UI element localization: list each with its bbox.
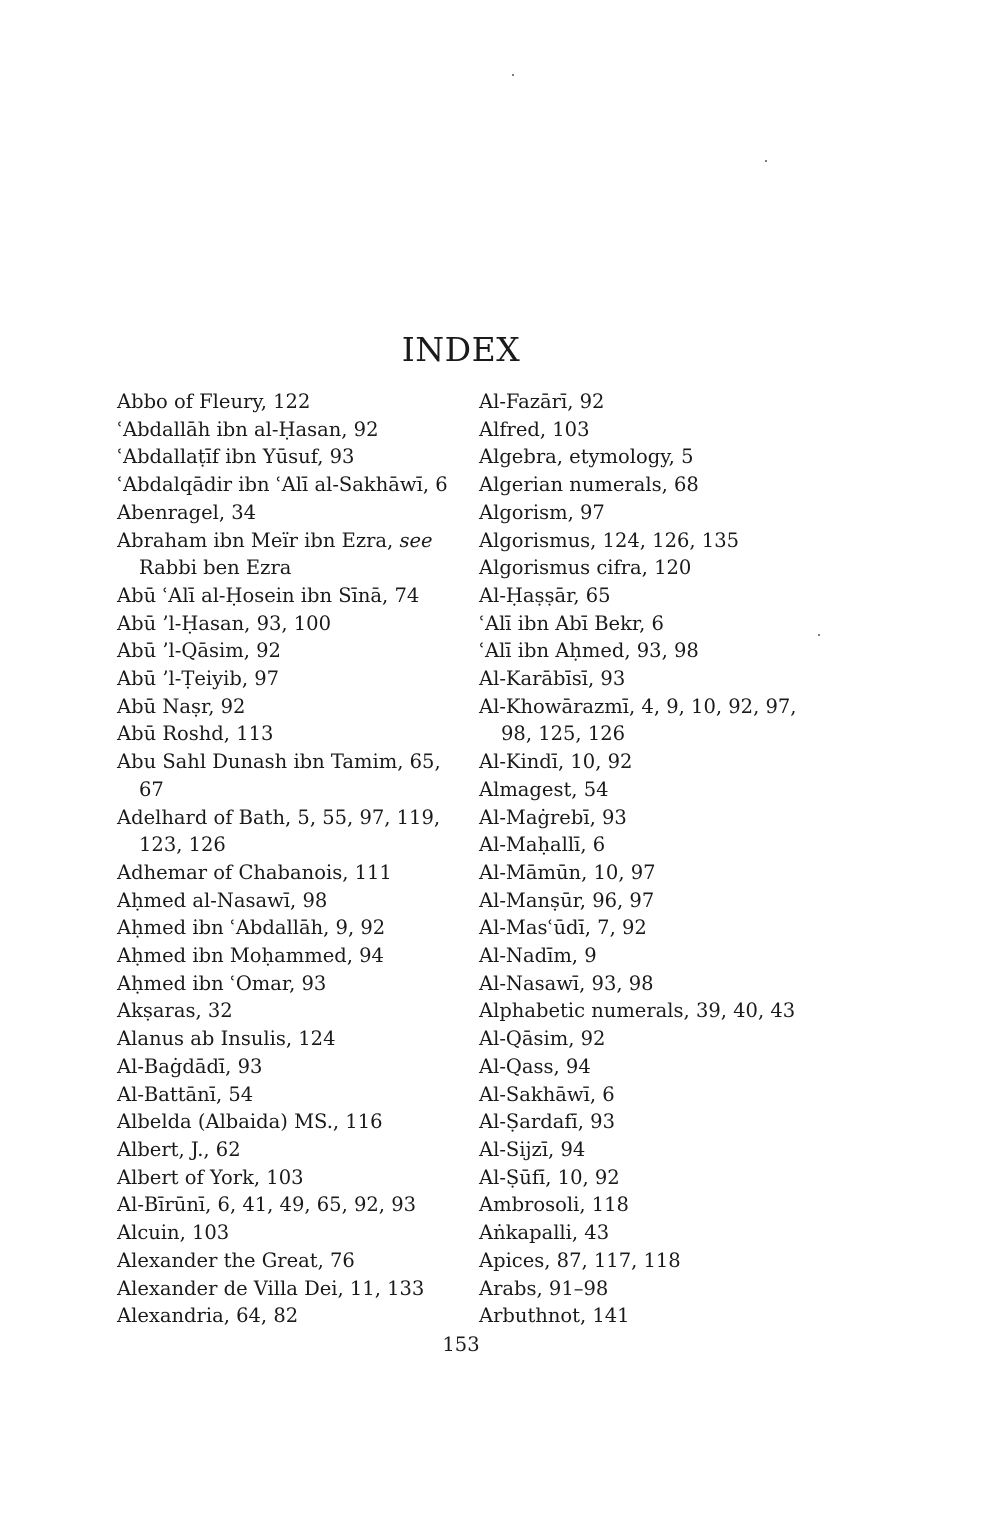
index-entry: Aḥmed ibn Moḥammed, 94 <box>117 944 384 968</box>
index-entry: Algorismus, 124, 126, 135 <box>479 528 740 552</box>
page-number: 153 <box>442 1333 480 1356</box>
index-entry: Al-Fazārī, 92 <box>479 390 605 413</box>
index-entry: ʿAlī ibn Abī Bekr, 6 <box>479 611 664 635</box>
index-entry: Almagest, 54 <box>479 777 609 801</box>
index-entry: Abū Roshd, 113 <box>117 722 274 746</box>
index-entry: Aḥmed ibn ʿAbdallāh, 9, 92 <box>117 916 386 940</box>
index-entry: Al-Qass, 94 <box>479 1054 591 1078</box>
index-entry: Al-Maḥallī, 6 <box>479 833 606 857</box>
index-entry: Abu Sahl Dunash ibn Tamim, 65, 67 <box>117 750 441 801</box>
index-entry: Abū ’l-Qāsim, 92 <box>117 639 281 663</box>
index-entry: Al-Baġdādī, 93 <box>117 1054 263 1078</box>
index-entry: Albelda (Albaida) MS., 116 <box>117 1110 383 1134</box>
index-entry: Aṅkapalli, 43 <box>479 1221 610 1245</box>
index-entry: Adhemar of Chabanois, 111 <box>117 860 392 884</box>
index-entry: ʿAlī ibn Aḥmed, 93, 98 <box>479 639 699 663</box>
index-entry: Alcuin, 103 <box>117 1221 230 1245</box>
index-entry: Al-Sijzī, 94 <box>479 1137 586 1161</box>
index-entry: Abū ʿAlī al-Ḥosein ibn Sīnā, 74 <box>117 583 420 607</box>
index-entry: Al-Ṣūfī, 10, 92 <box>479 1165 620 1189</box>
index-entry: Al-Kindī, 10, 92 <box>479 750 633 774</box>
index-entry: Arabs, 91–98 <box>479 1276 609 1300</box>
index-entry: Albert, J., 62 <box>117 1137 241 1161</box>
index-entry: Abraham ibn Meïr ibn Ezra, see Rabbi ben Ezra <box>117 528 433 580</box>
index-entry: Al-Maġrebī, 93 <box>479 805 627 829</box>
index-entry: Algebra, etymology, 5 <box>479 445 694 469</box>
index-entry: Aḥmed ibn ʿOmar, 93 <box>117 971 327 995</box>
index-entry: Arbuthnot, 141 <box>479 1304 630 1328</box>
index-entry: Al-Nasawī, 93, 98 <box>479 971 654 995</box>
index-entry: Al-Masʿūdī, 7, 92 <box>479 916 647 940</box>
index-column-left <box>117 388 455 1330</box>
index-entry: Alfred, 103 <box>479 417 590 441</box>
index-entry: Abenragel, 34 <box>117 500 257 524</box>
index-entry: Abū ’l-Ṭeiyib, 97 <box>117 667 280 691</box>
index-entry: Ambrosoli, 118 <box>479 1193 629 1217</box>
index-entry: Al-Khowārazmī, 4, 9, 10, 92, 97, 98, 125, 126 <box>479 694 797 746</box>
index-entry: Apices, 87, 117, 118 <box>479 1248 681 1272</box>
index-entry: Abū ’l-Ḥasan, 93, 100 <box>117 611 331 635</box>
index-entry: ʿAbdallāh ibn al-Ḥasan, 92 <box>117 417 379 441</box>
index-entry: Alexandria, 64, 82 <box>117 1304 299 1328</box>
index-entry: Alexander de Villa Dei, 11, 133 <box>117 1276 425 1300</box>
index-entry: Al-Bīrūnī, 6, 41, 49, 65, 92, 93 <box>117 1193 417 1217</box>
index-entry: Algorism, 97 <box>479 500 605 524</box>
index-entry: Al-Karābīsī, 93 <box>479 667 626 691</box>
index-entry: Alanus ab Insulis, 124 <box>117 1027 336 1051</box>
index-entry: Albert of York, 103 <box>117 1165 304 1189</box>
index-entry: Al-Sakhāwī, 6 <box>479 1082 615 1106</box>
index-entry: Al-Ḥaṣṣār, 65 <box>479 583 611 607</box>
index-entry: Aḥmed al-Nasawī, 98 <box>117 888 328 912</box>
index-entry: Akṣaras, 32 <box>117 999 233 1023</box>
index-entry: ʿAbdallaṭīf ibn Yūsuf, 93 <box>117 445 355 469</box>
index-entry: Al-Nadīm, 9 <box>479 944 597 968</box>
index-entry: Abbo of Fleury, 122 <box>117 390 311 413</box>
scan-speck <box>512 74 514 76</box>
index-heading: INDEX <box>401 330 521 370</box>
index-entry: Al-Battānī, 54 <box>117 1082 254 1106</box>
index-entry: Al-Qāsim, 92 <box>479 1027 606 1051</box>
index-entry: Adelhard of Bath, 5, 55, 97, 119, 123, 126 <box>117 805 441 857</box>
scan-speck <box>765 160 767 162</box>
index-entry: Algorismus cifra, 120 <box>479 556 692 580</box>
index-entry: ʿAbdalqādir ibn ʿAlī al-Sakhāwī, 6 <box>117 473 448 497</box>
index-entry: Abū Naṣr, 92 <box>117 694 246 718</box>
index-column-right <box>479 388 824 1330</box>
index-entry: Al-Māmūn, 10, 97 <box>479 860 656 884</box>
index-entry: Al-Manṣūr, 96, 97 <box>479 888 655 912</box>
index-entry: Algerian numerals, 68 <box>479 473 699 497</box>
index-entry: Alphabetic numerals, 39, 40, 43 <box>479 999 796 1023</box>
index-entry: Al-Ṣardafī, 93 <box>479 1110 615 1134</box>
index-entry: Alexander the Great, 76 <box>117 1248 355 1272</box>
